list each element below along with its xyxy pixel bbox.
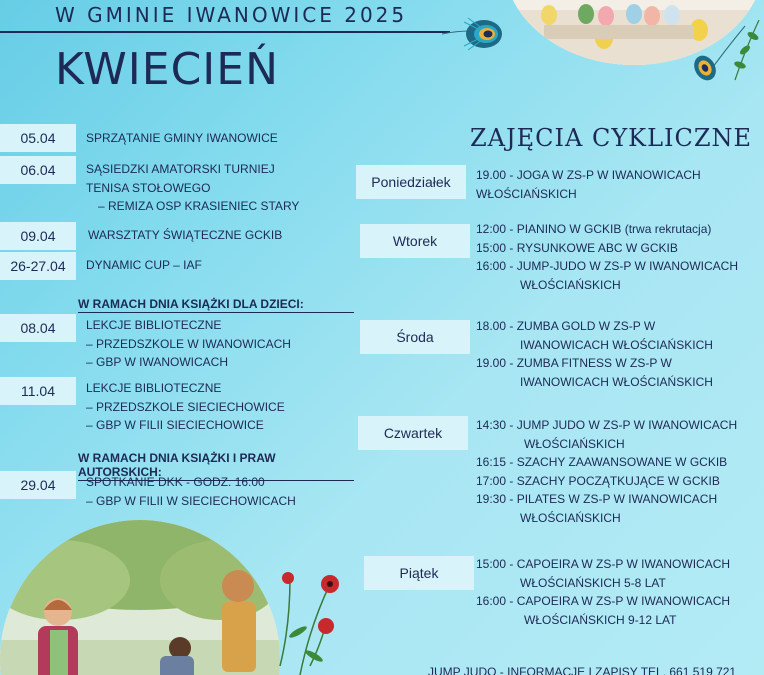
event-date: 09.04 [0,222,76,250]
event-date: 08.04 [0,314,76,342]
activity-line: 17:00 - SZACHY POCZĄTKUJĄCE W GCKIB [476,473,720,488]
activity-line: 19.00 - ZUMBA FITNESS W ZS-P W [476,356,672,370]
children-cleanup-photo [0,520,280,675]
event-line: – GBP W IWANOWICACH [86,355,229,369]
activity-list [476,555,730,629]
event-line: LEKCJE BIBLIOTECZNE [86,318,222,332]
event-line: SĄSIEDZKI AMATORSKI TURNIEJ [86,162,275,176]
activity-line: 14:30 - JUMP JUDO W ZS-P W IWANOWICACH [476,418,738,432]
activity-line: 18.00 - ZUMBA GOLD W ZS-P W [476,319,656,333]
activity-line: WŁOŚCIAŃSKICH [520,510,621,525]
activity-line: 19:30 - PILATES W ZS-P W IWANOWICACH [476,492,718,506]
event-date: 29.04 [0,471,76,499]
event-line: SPOTKANIE DKK - GODZ. 16:00 [86,475,265,489]
activity-list [476,317,713,391]
day-label: Środa [360,320,470,354]
activity-list [476,416,737,527]
event-date: 26-27.04 [0,252,76,280]
event-line: SPRZĄTANIE GMINY IWANOWICE [86,131,278,145]
header-subtitle: W GMINIE IWANOWICE 2025 [55,3,408,27]
header-divider [0,31,450,33]
activity-line: 19.00 - JOGA W ZS-P W IWANOWICACH [476,168,701,182]
event-line: – REMIZA OSP KRASIENIEC STARY [98,199,300,213]
activity-line: 15:00 - RYSUNKOWE ABC W GCKIB [476,240,678,255]
event-line: – GBP W FILII SIECIECHOWICE [86,418,264,432]
event-line: – PRZEDSZKOLE SIECIECHOWICE [86,399,285,414]
page-title: KWIECIEŃ [55,44,279,95]
event-text [86,129,278,148]
day-label: Czwartek [358,416,468,450]
flowers-decoration-icon [260,566,350,675]
footer-note: JUMP JUDO - INFORMACJE I ZAPISY TEL. 661 519 721 [428,665,737,675]
activity-line: WŁOŚCIAŃSKICH 5-8 LAT [520,575,666,590]
event-text [86,379,285,435]
event-line: – PRZEDSZKOLE W IWANOWICACH [86,336,291,351]
activity-line: WŁOŚCIAŃSKICH [476,186,577,201]
activity-line: 12:00 - PIANINO W GCKIB (trwa rekrutacja) [476,222,712,236]
event-text [86,256,202,275]
activity-line: 16:00 - CAPOEIRA W ZS-P W IWANOWICACH [476,594,731,608]
peacock-feather-icon [440,8,504,56]
section-label: W RAMACH DNIA KSIĄŻKI I PRAW AUTORSKICH: [78,451,354,481]
event-line: DYNAMIC CUP – IAF [86,258,202,272]
activity-line: WŁOŚCIAŃSKICH [520,277,621,292]
event-date: 05.04 [0,124,76,152]
cyclic-title: ZAJĘCIA CYKLICZNE [470,124,753,152]
activity-line: 16:00 - JUMP-JUDO W ZS-P W IWANOWICACH [476,259,739,273]
event-text [86,316,291,372]
day-label: Piątek [364,556,474,590]
activity-line: 15:00 - CAPOEIRA W ZS-P W IWANOWICACH [476,557,731,571]
peacock-feather-icon [685,20,764,82]
event-date: 06.04 [0,156,76,184]
event-text [88,226,282,245]
event-date: 11.04 [0,377,76,405]
event-line: TENISA STOŁOWEGO [86,180,211,195]
day-label: Wtorek [360,224,470,258]
day-label: Poniedziałek [356,165,466,199]
event-text [86,160,299,216]
activity-line: WŁOŚCIAŃSKICH 9-12 LAT [524,612,677,627]
section-label: W RAMACH DNIA KSIĄŻKI DLA DZIECI: [78,297,354,313]
event-text [86,473,296,510]
event-line: WARSZTATY ŚWIĄTECZNE GCKIB [88,228,283,242]
activity-list [476,220,738,294]
event-line: LEKCJE BIBLIOTECZNE [86,381,222,395]
event-line: – GBP W FILII W SIECIECHOWICACH [86,493,296,508]
activity-line: IWANOWICACH WŁOŚCIAŃSKICH [520,374,713,389]
activity-line: 16:15 - SZACHY ZAAWANSOWANE W GCKIB [476,455,728,469]
activity-line: IWANOWICACH WŁOŚCIAŃSKICH [520,337,713,352]
activity-list [476,166,701,203]
activity-line: WŁOŚCIAŃSKICH [524,436,625,451]
